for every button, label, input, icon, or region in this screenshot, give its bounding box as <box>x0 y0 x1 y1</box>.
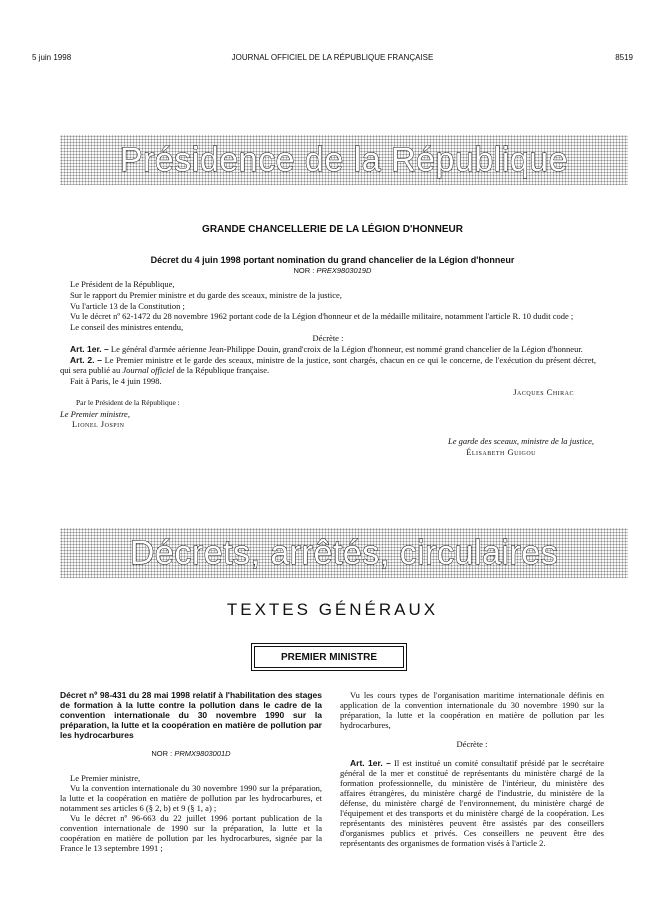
article-2-label: Art. 2. – <box>70 354 103 365</box>
premier-ministre-title: Le Premier ministre, <box>60 408 130 419</box>
nor-label: NOR : <box>293 266 317 275</box>
textes-generaux-heading: TEXTES GÉNÉRAUX <box>226 600 439 619</box>
premier-ministre-box <box>254 646 404 668</box>
decree-nor <box>0 266 665 275</box>
banner-decrets <box>60 528 628 578</box>
par-le-president: Par le Président de la République : <box>76 397 180 407</box>
decree2-right-p1: Vu les cours types de l'organisation maritime internationale définis en application de la convention internationale du 30 novembre 1990 sur la préparation, la lutte et la coopération en matière de pollution par les hydrocarbures, <box>340 690 604 730</box>
banner-decrets-text: Décrets, arrêtés, circulaires <box>129 533 559 572</box>
header-journal-title: JOURNAL OFFICIEL DE LA RÉPUBLIQUE FRANÇAISE <box>231 53 434 62</box>
decree2-article-1-text: Il est institué un comité consultatif présidé par le secrétaire général de la mer et constitué de représentants du ministère chargé de la formation professionnelle, du ministère de l'intérieur, du ministère des affaires étrangères, du ministère chargé de l'industrie, du ministère de la défense, du ministère chargé de l'environnement, du ministère chargé de l'équipement et des transports et du ministère chargé de la coopération. Les représentants des ministères peuvent être assistés par des conseillers d'organismes publics et privés. Ces conseillers ne peuvent être des représentants des organismes de formation visés à l'article 2. <box>340 758 604 848</box>
decree2-left-p3: Vu le décret nº 96-663 du 22 juillet 1996 portant publication de la convention internationale de 1990 sur la préparation, la lutte et la coopération en matière de pollution par les hydrocarbures, signée par la France le 13 septembre 1991 ; <box>60 813 322 853</box>
decree2-nor <box>60 749 322 759</box>
header-date: 5 juin 1998 <box>32 53 72 62</box>
article-2 <box>60 355 596 377</box>
journal-officiel-italic: Journal officiel <box>122 365 175 376</box>
decree2-article-1-label: Art. 1er. – <box>350 758 391 768</box>
garde-des-sceaux-title: Le garde des sceaux, ministre de la justice, <box>448 436 594 447</box>
decree2-nor-label: NOR : <box>151 749 175 758</box>
garde-des-sceaux-name: Élisabeth Guigou <box>466 446 536 457</box>
article-2-text: Le Premier ministre et le garde des sceaux, ministre de la justice, sont chargés, chacun en ce qui le concerne, de l'exécution du présent décret, qui sera publié au <box>60 354 596 376</box>
decree-line: Le conseil des ministres entendu, <box>70 322 184 333</box>
decree-line: Vu le décret nº 62-1472 du 28 novembre 1962 portant code de la Légion d'honneur et de la médaille militaire, notamment l'article R. 10 dudit code ; <box>70 311 574 322</box>
decree2-nor-code: PRMX9803001D <box>174 749 231 758</box>
decrete-label: Décrète : <box>312 332 344 343</box>
decree2-right-column <box>340 690 604 848</box>
decree-line: Vu l'article 13 de la Constitution ; <box>70 300 185 311</box>
decree2-left-column <box>60 690 322 853</box>
header-page-number: 8519 <box>615 53 633 62</box>
decree-body <box>60 279 596 458</box>
banner-presidence <box>60 135 628 185</box>
decree-line: Le Président de la République, <box>70 279 175 289</box>
article-1 <box>60 344 596 355</box>
article-1-text: Le général d'armée aérienne Jean-Philippe Douin, grand'croix de la Légion d'honneur, est nommé grand chancelier de la Légion d'honneur. <box>108 343 583 354</box>
article-1-label: Art. 1er. – <box>70 343 109 354</box>
premier-ministre-box-label: PREMIER MINISTRE <box>280 651 378 663</box>
banner-presidence-text: Présidence de la République <box>119 140 569 179</box>
decree2-left-p1: Le Premier ministre, <box>70 773 141 783</box>
section-heading-legion: GRANDE CHANCELLERIE DE LA LÉGION D'HONNEUR <box>202 224 463 235</box>
decree2-decrete: Décrète : <box>456 739 488 749</box>
decree2-left-p2: Vu la convention internationale du 30 novembre 1990 sur la préparation, la lutte et la coopération en matière de pollution par les hydrocarbures, et notamment ses articles 6 (§ 2, b) et 9 (§ 1, a) ; <box>60 783 322 813</box>
decree-line: Sur le rapport du Premier ministre et du garde des sceaux, ministre de la justice, <box>70 289 342 300</box>
decree2-title: Décret nº 98-431 du 28 mai 1998 relatif à l'habilitation des stages de formation à la lutte contre la pollution dans le cadre de la convention internationale du 30 novembre 1990 sur la préparation, la lutte et la coopération en matière de pollution par les hydrocarbures <box>60 690 322 740</box>
nor-code: PREX9803019D <box>316 266 372 275</box>
signature-president: Jacques Chirac <box>513 386 574 397</box>
premier-ministre-name: Lionel Jospin <box>72 419 125 430</box>
decree-title: Décret du 4 juin 1998 portant nomination du grand chancelier de la Légion d'honneur <box>150 255 515 265</box>
done-at-paris: Fait à Paris, le 4 juin 1998. <box>70 376 162 387</box>
decree2-article-1 <box>340 758 604 848</box>
article-2-text-end: de la République française. <box>174 365 270 376</box>
